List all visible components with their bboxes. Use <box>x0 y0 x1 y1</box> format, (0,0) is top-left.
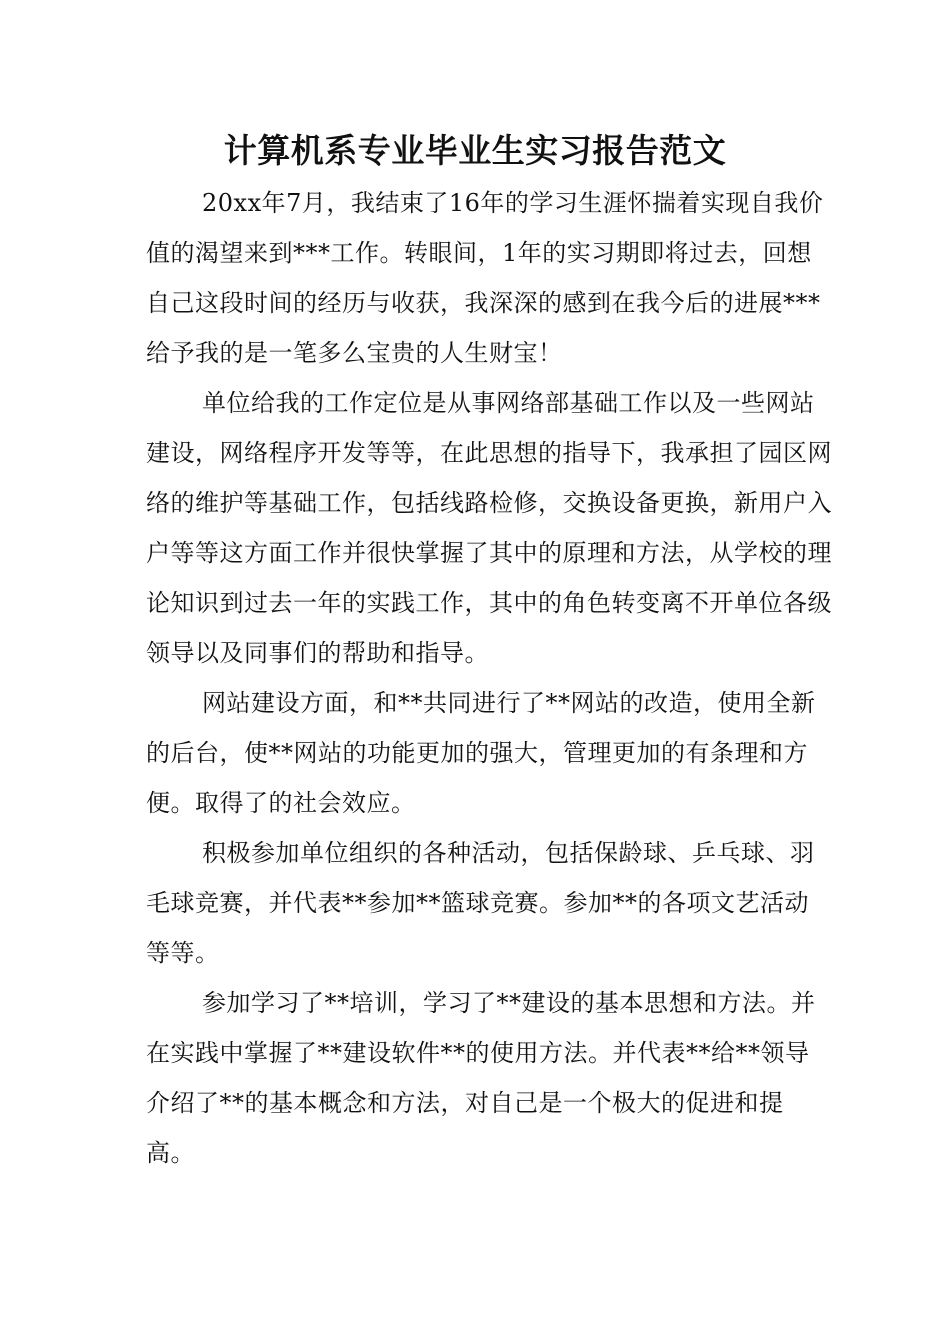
paragraph-5: 参加学习了**培训，学习了**建设的基本思想和方法。并在实践中掌握了**建设软件**的使用方法。并代表**给**领导介绍了**的基本概念和方法，对自己是一个极大的促进和提高。 <box>146 989 816 1167</box>
document-body <box>146 178 832 1178</box>
paragraph-1: 20xx年7月，我结束了16年的学习生涯怀揣着实现自我价值的渴望来到***工作。转眼间，1年的实习期即将过去，回想自己这段时间的经历与收获，我深深的感到在我今后的进展***给予我的是一笔多么宝贵的人生财宝！ <box>146 189 824 367</box>
paragraph-2: 单位给我的工作定位是从事网络部基础工作以及一些网站建设，网络程序开发等等，在此思想的指导下，我承担了园区网络的维护等基础工作，包括线路检修，交换设备更换，新用户入户等等这方面工作并很快掌握了其中的原理和方法，从学校的理论知识到过去一年的实践工作，其中的角色转变离不开单位各级领导以及同事们的帮助和指导。 <box>146 389 832 667</box>
paragraph-3: 网站建设方面，和**共同进行了**网站的改造，使用全新的后台，使**网站的功能更加的强大，管理更加的有条理和方便。取得了的社会效应。 <box>146 689 816 817</box>
document-title: 计算机系专业毕业生实习报告范文 <box>223 131 727 170</box>
paragraph-4: 积极参加单位组织的各种活动，包括保龄球、乒乓球、羽毛球竞赛，并代表**参加**篮球竞赛。参加**的各项文艺活动等等。 <box>146 839 815 967</box>
